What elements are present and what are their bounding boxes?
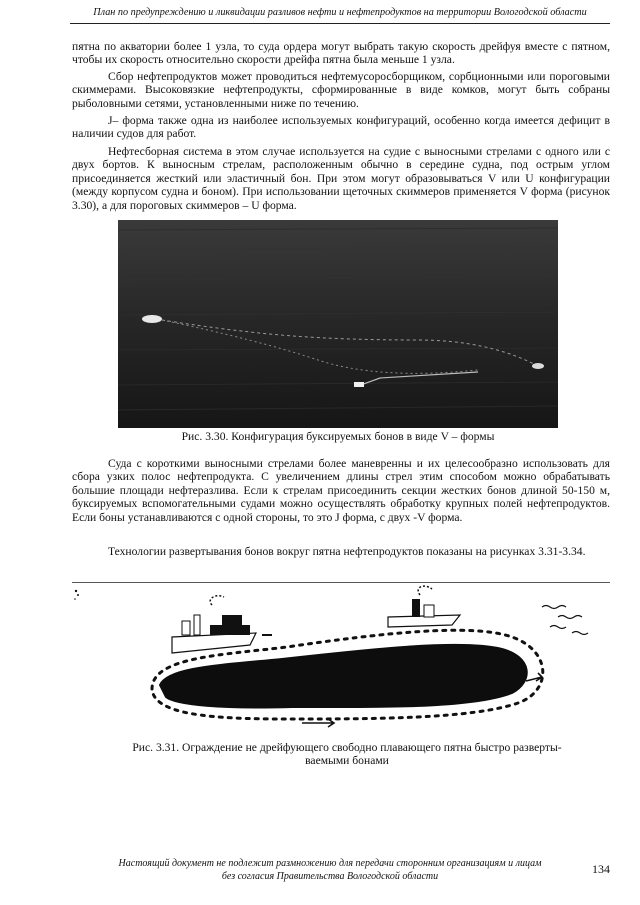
- figure-3-30-photo: [118, 220, 558, 428]
- paragraph-drift-speed: пятна по акватории более 1 узла, то суда ордера могут выбрать такую скорость дрейфуя вместе с пятном, чтобы их скорость относительно скорости дрейфа пятна была меньше 1 узла.: [72, 40, 610, 67]
- boom-enclosure-illustration: [72, 585, 610, 735]
- towed-boom-photo-illustration: [118, 220, 558, 428]
- footer-line-1: Настоящий документ не подлежит размножению для передачи сторонним организациям и лицам: [118, 858, 542, 869]
- tow-boat-icon: [354, 382, 364, 387]
- drift-arrow-icon: [526, 673, 542, 681]
- paragraph-boom-system: Нефтесборная система в этом случае используется на судие с выносными стрелами с одного или с двух бортов. К выносным стрелам, расположенным обычно в середине судна, под острым углом присоединяется жесткий или эластичный бон. При этом могут образовываться V или U конфигурации (между корпусом судна и боном). При использовании щеточных скиммеров применяется V форма (рисунок 3.30), а для пороговых скиммеров – U форма.: [72, 145, 610, 212]
- document-header: План по предупреждению и ликвидации разливов нефти и нефтепродуктов на территории Вологодской области: [93, 7, 587, 18]
- document-footer: [85, 858, 575, 883]
- page-number: 134: [592, 862, 610, 876]
- paragraph-j-form: J– форма также одна из наиболее используемых конфигураций, особенно когда имеется дефицит в наличии судов для работ.: [72, 114, 610, 141]
- header-divider: [70, 23, 610, 24]
- paragraph-short-booms: Суда с короткими выносными стрелами более маневренны и их целесообразно использовать для сбора узких полос нефтепродукта. С увеличением длины стрел этим способом можно обрабатывать большие площади нефтеразлива. Если к стрелам присоединить секции жестких бонов длиной 50-150 м, буксируемых вспомогательными судами можно осуществлять обработку крупных полей нефтепродуктов. Если боны устанавливаются с одной стороны, то это J форма, с двух -V форма.: [72, 457, 610, 524]
- paragraph-deployment-tech: Технологии развертывания бонов вокруг пятна нефтепродуктов показаны на рисунках 3.31-3.34.: [108, 545, 586, 558]
- figure-top-divider: [72, 582, 610, 583]
- escort-vessel-icon: [532, 363, 544, 369]
- wave-marks-icon: [542, 606, 588, 635]
- figure-3-31-caption-line1: Рис. 3.31. Ограждение не дрейфующего свободно плавающего пятна быстро разверты-: [132, 741, 562, 754]
- lead-vessel-icon: [142, 315, 162, 323]
- figure-3-31-drawing: [72, 585, 610, 735]
- paragraph-collection-methods: Сбор нефтепродуктов может проводиться нефтемусоросборщиком, сорбционными или пороговыми скиммерами. Высоковязкие нефтепродукты, сформированные в виде комков, могут быть собраны рыболовными сетями, установленными ниже по течению.: [72, 70, 610, 110]
- figure-3-31-caption-line2: ваемыми бонами: [305, 754, 389, 767]
- footer-line-2: без согласия Правительства Вологодской области: [221, 870, 439, 882]
- left-vessel-hull: [172, 633, 256, 653]
- figure-3-30-caption: Рис. 3.30. Конфигурация буксируемых бонов в виде V – формы: [181, 430, 495, 443]
- oil-slick-shape: [160, 645, 527, 708]
- scribble-mark-icon: [74, 590, 79, 600]
